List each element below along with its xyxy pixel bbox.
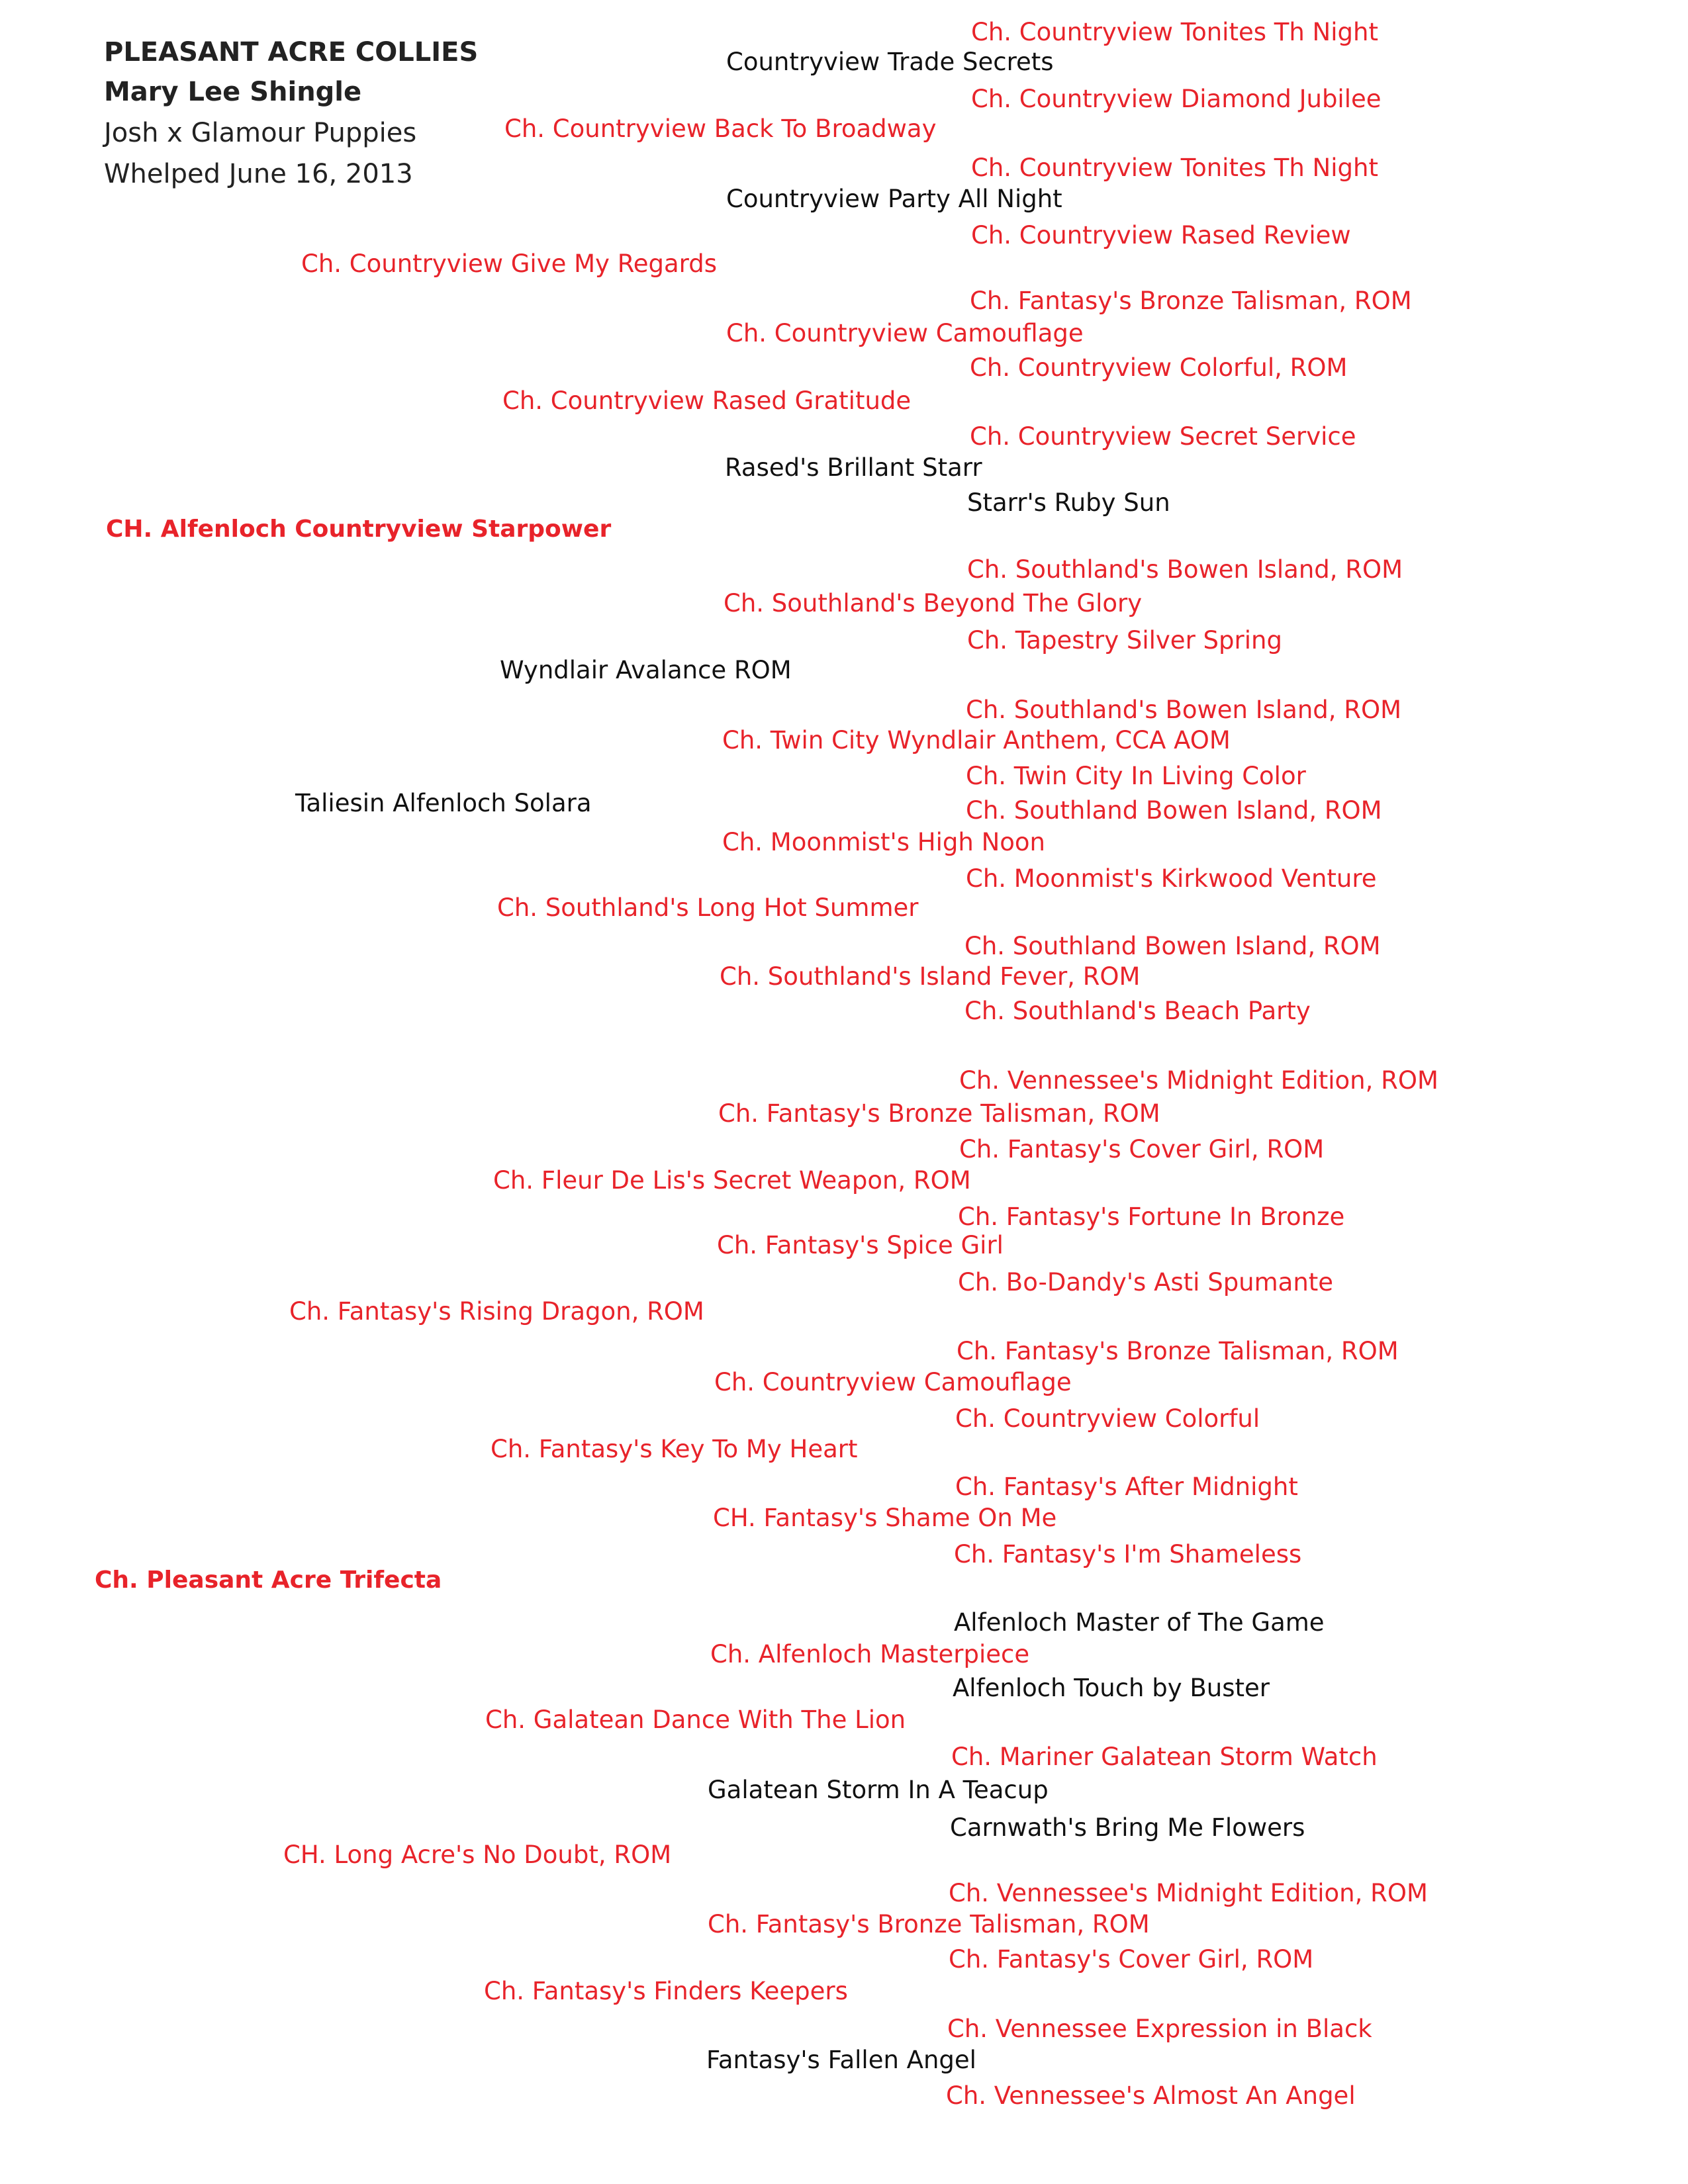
pedigree-entry: Ch. Countryview Back To Broadway (504, 114, 937, 143)
pedigree-entry: Ch. Fantasy's Spice Girl (717, 1231, 1004, 1259)
pedigree-entry: Ch. Southland Bowen Island, ROM (966, 796, 1382, 825)
pedigree-entry: Ch. Fantasy's Bronze Talisman, ROM (957, 1337, 1399, 1365)
pedigree-entry: Ch. Fantasy's Key To My Heart (491, 1435, 858, 1463)
kennel-name: PLEASANT ACRE COLLIES (104, 37, 479, 68)
pedigree-entry: Ch. Mariner Galatean Storm Watch (951, 1743, 1378, 1771)
pedigree-entry: Ch. Countryview Tonites Th Night (971, 18, 1378, 46)
pedigree-entry: Ch. Countryview Tonites Th Night (971, 154, 1378, 182)
pedigree-entry: Countryview Party All Night (726, 185, 1062, 213)
pedigree-entry: Ch. Countryview Camouflage (714, 1368, 1072, 1396)
pedigree-entry: Ch. Countryview Rased Review (971, 221, 1351, 250)
pedigree-entry: Ch. Countryview Secret Service (970, 422, 1356, 451)
pedigree-entry: Rased's Brillant Starr (725, 453, 982, 482)
pedigree-entry: Ch. Alfenloch Masterpiece (710, 1640, 1030, 1668)
whelped-date: Whelped June 16, 2013 (104, 159, 413, 189)
pedigree-entry: Ch. Fantasy's Finders Keepers (484, 1977, 848, 2005)
pedigree-entry: Ch. Countryview Diamond Jubilee (971, 85, 1382, 113)
pedigree-entry: CH. Alfenloch Countryview Starpower (106, 516, 612, 543)
pedigree-entry: Fantasy's Fallen Angel (706, 2046, 976, 2074)
pedigree-entry: Ch. Fantasy's Cover Girl, ROM (949, 1945, 1314, 1974)
pedigree-entry: Ch. Southland's Bowen Island, ROM (966, 696, 1402, 724)
pedigree-entry: Ch. Tapestry Silver Spring (967, 626, 1282, 655)
pedigree-entry: Ch. Vennessee's Midnight Edition, ROM (949, 1879, 1428, 1907)
pedigree-entry: Ch. Fantasy's Bronze Talisman, ROM (970, 287, 1412, 315)
pedigree-entry: Ch. Galatean Dance With The Lion (485, 1706, 906, 1734)
pedigree-entry: Ch. Fantasy's After Midnight (955, 1473, 1298, 1501)
pedigree-entry: Ch. Vennessee's Midnight Edition, ROM (959, 1066, 1438, 1095)
pedigree-entry: Ch. Countryview Camouflage (726, 319, 1084, 347)
pedigree-entry: Wyndlair Avalance ROM (500, 656, 792, 684)
pedigree-entry: Ch. Moonmist's High Noon (722, 828, 1045, 856)
pedigree-entry: Alfenloch Master of The Game (954, 1608, 1325, 1637)
pedigree-entry: Ch. Fantasy's Cover Girl, ROM (959, 1135, 1325, 1163)
pedigree-entry: Ch. Bo-Dandy's Asti Spumante (958, 1268, 1334, 1297)
pedigree-entry: Ch. Pleasant Acre Trifecta (95, 1567, 442, 1594)
pedigree-entry: Ch. Countryview Give My Regards (301, 250, 718, 278)
pedigree-entry: Ch. Fantasy's Bronze Talisman, ROM (718, 1099, 1160, 1128)
pedigree-entry: Ch. Southland's Beach Party (964, 997, 1311, 1025)
owner-name: Mary Lee Shingle (104, 77, 362, 107)
pedigree-entry: Countryview Trade Secrets (726, 48, 1054, 76)
pedigree-entry: Ch. Vennessee Expression in Black (947, 2015, 1372, 2043)
pedigree-entry: Alfenloch Touch by Buster (953, 1674, 1270, 1702)
pedigree-entry: Ch. Countryview Colorful, ROM (970, 353, 1348, 382)
pedigree-entry: Ch. Southland Bowen Island, ROM (964, 932, 1381, 960)
pedigree-entry: CH. Fantasy's Shame On Me (713, 1504, 1057, 1532)
pedigree-entry: Ch. Countryview Colorful (955, 1404, 1260, 1433)
pedigree-entry: Ch. Southland's Island Fever, ROM (720, 962, 1141, 991)
pedigree-entry: Ch. Twin City In Living Color (966, 762, 1306, 790)
pedigree-entry: Carnwath's Bring Me Flowers (950, 1813, 1305, 1842)
pedigree-entry: Ch. Southland's Bowen Island, ROM (967, 555, 1403, 584)
pedigree-entry: Ch. Southland's Long Hot Summer (497, 893, 919, 922)
pedigree-entry: Ch. Fantasy's Rising Dragon, ROM (289, 1297, 704, 1326)
pedigree-entry: Ch. Fantasy's Bronze Talisman, ROM (708, 1910, 1150, 1938)
litter-title: Josh x Glamour Puppies (104, 118, 417, 148)
pedigree-entry: Ch. Moonmist's Kirkwood Venture (966, 864, 1377, 893)
pedigree-entry: Ch. Countryview Rased Gratitude (502, 387, 912, 415)
pedigree-entry: Galatean Storm In A Teacup (708, 1776, 1049, 1804)
pedigree-entry: Ch. Fleur De Lis's Secret Weapon, ROM (493, 1166, 971, 1195)
pedigree-entry: Ch. Southland's Beyond The Glory (724, 589, 1143, 617)
pedigree-entry: CH. Long Acre's No Doubt, ROM (283, 1841, 672, 1869)
pedigree-entry: Taliesin Alfenloch Solara (295, 789, 592, 817)
pedigree-entry: Ch. Fantasy's Fortune In Bronze (958, 1203, 1345, 1231)
pedigree-entry: Ch. Vennessee's Almost An Angel (946, 2081, 1356, 2110)
pedigree-entry: Ch. Fantasy's I'm Shameless (954, 1540, 1302, 1569)
pedigree-entry: Ch. Twin City Wyndlair Anthem, CCA AOM (722, 726, 1231, 754)
pedigree-entry: Starr's Ruby Sun (967, 488, 1170, 517)
